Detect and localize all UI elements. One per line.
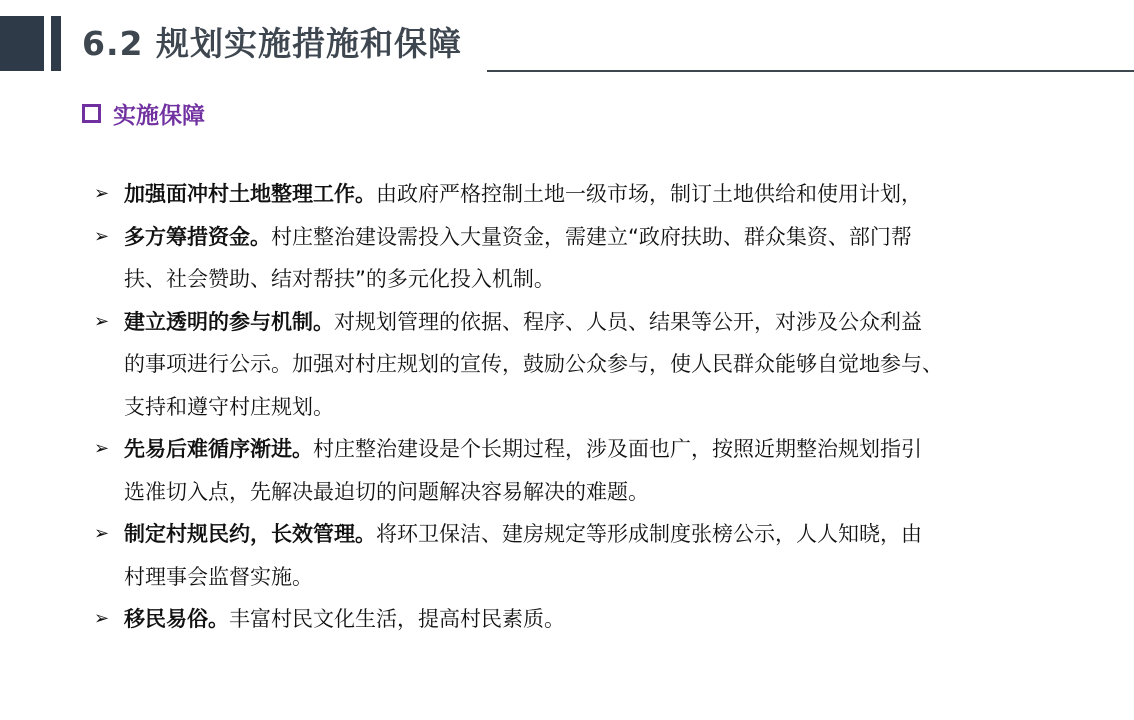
list-item [94,173,1094,216]
arrow-bullet-icon: ➢ [94,523,110,544]
list-item [94,428,1094,513]
list-item [94,216,1094,301]
item-continuation: 扶、社会赞助、结对帮扶”的多元化投入机制。 [124,267,555,291]
arrow-bullet-icon: ➢ [94,310,110,332]
page-title: 6.2 规划实施措施和保障 [82,24,462,63]
list-item [94,598,1094,641]
item-line [124,301,1094,344]
arrow-bullet-icon: ➢ [94,225,110,247]
item-text: 将环卫保洁、建房规定等形成制度张榜公示，人人知晓，由 [376,522,922,546]
arrow-bullet-icon: ➢ [94,608,110,629]
header-accent-bar [0,16,44,71]
arrow-bullet-icon: ➢ [94,183,110,204]
list-item [94,301,1094,429]
title-underline [487,70,1134,72]
item-lead: 制定村规民约，长效管理。 [124,522,376,546]
item-line [124,513,1094,556]
item-lead: 加强面冲村土地整理工作。 [124,182,376,206]
item-continuation: 村理事会监督实施。 [124,564,313,589]
item-text: 对规划管理的依据、程序、人员、结果等公开，对涉及公众利益 [334,309,922,334]
item-continuation: 支持和遵守村庄规划。 [124,394,334,419]
list-item [94,513,1094,598]
header-accent-stripe [51,16,61,71]
item-continuation: 的事项进行公示。加强对村庄规划的宣传，鼓励公众参与，使人民群众能够自觉地参与、 [124,352,943,376]
item-lead: 多方筹措资金。 [124,224,271,249]
item-lead: 建立透明的参与机制。 [124,309,334,334]
measures-list [94,173,1094,641]
item-line [124,173,1094,216]
item-text: 村庄整治建设需投入大量资金，需建立“政府扶助、群众集资、部门帮 [271,224,912,249]
item-line [124,598,1094,641]
item-text: 由政府严格控制土地一级市场，制订土地供给和使用计划， [376,182,922,206]
item-lead: 移民易俗。 [124,607,229,631]
section-heading [82,98,205,128]
item-text: 丰富村民文化生活，提高村民素质。 [229,607,565,631]
arrow-bullet-icon: ➢ [94,438,110,459]
item-lead: 先易后难循序渐进。 [124,437,313,461]
item-line [124,428,1094,471]
item-line [124,216,1094,259]
square-bullet-icon [82,104,101,123]
item-continuation: 选准切入点，先解决最迫切的问题解决容易解决的难题。 [124,479,649,504]
item-text: 村庄整治建设是个长期过程，涉及面也广，按照近期整治规划指引 [313,437,922,461]
section-heading-label: 实施保障 [113,102,205,129]
